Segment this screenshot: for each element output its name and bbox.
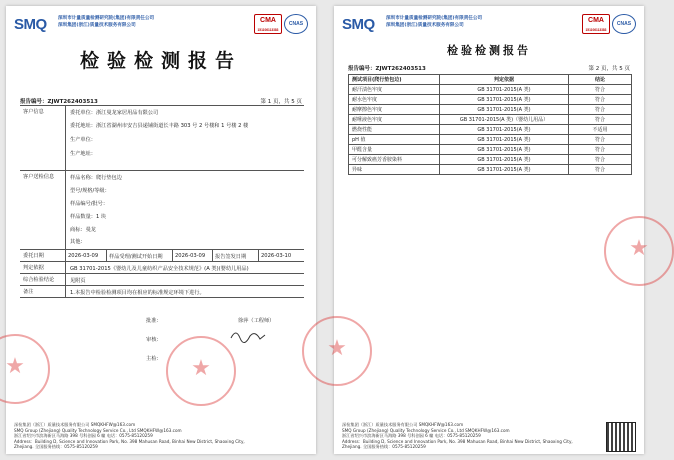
entrust-date: 2026-03-09 <box>68 252 99 259</box>
org-name-2: 深圳集团(浙江)质量技术服务有限公司 <box>58 22 136 28</box>
table-row <box>349 155 632 165</box>
official-seal-icon: ★ <box>0 334 50 404</box>
page-footer <box>14 422 308 450</box>
org-name-1: 深圳市计量质量检测研究院(集团)有限责任公司 <box>386 16 483 21</box>
report-page-1 <box>6 6 316 454</box>
table-cell: 异味 <box>349 165 440 175</box>
table-cell: GB 31701-2015(A 类) <box>440 145 569 155</box>
table-cell: pH 值 <box>349 135 440 145</box>
table-cell: 符合 <box>569 85 632 95</box>
report-header <box>342 14 636 38</box>
remark-label: 备注 <box>20 286 66 297</box>
footer-address-en: Address：Building D, Science and Innovation Park, No. 398 Mahusan Road, Binhai New District, Shaoxing City, <box>342 438 573 444</box>
table-row <box>349 125 632 135</box>
table-cell: 耐唾液色牢度 <box>349 115 440 125</box>
footer-company-cn: 深检集团（浙江）质量技术服务有限公司 SMQKHFW@163.com <box>342 422 464 427</box>
org-name-2: 深圳集团(浙江)质量技术服务有限公司 <box>386 22 464 28</box>
table-row <box>349 115 632 125</box>
footer-company-en: SMQ Group (Zhejiang) Quality Technology Service Co., Ltd SMQKHFW@163.com <box>14 427 182 433</box>
results-table <box>348 74 632 175</box>
table-cell: 符合 <box>569 115 632 125</box>
maker: 生产单位： <box>70 137 96 143</box>
smq-logo: SMQ <box>14 16 47 33</box>
table-row <box>349 85 632 95</box>
qr-code-icon <box>606 422 636 452</box>
approver-name: 徐萍（工程师） <box>238 318 275 324</box>
page-number: 第 1 页，共 5 页 <box>260 99 302 105</box>
table-cell: 符合 <box>569 165 632 175</box>
table-cell: GB 31701-2015(A 类) <box>440 135 569 145</box>
report-number: 报告编号：ZJWT262403513 <box>20 99 98 105</box>
cnas-cert-icon: CNAS <box>284 14 308 34</box>
col-test-item: 测试项目(爬行垫包边) <box>349 75 440 85</box>
table-cell: GB 31701-2015(A 类) <box>440 95 569 105</box>
table-cell: 符合 <box>569 105 632 115</box>
table-cell: 不适用 <box>569 125 632 135</box>
footer-hotline: Zhejiang. 全国服务热线：0575-85120259 <box>14 444 98 450</box>
signature-icon <box>228 326 268 346</box>
footer-address-cn: 浙江省绍兴市滨海新区马海路 398 号科创园 6 幢 电话：0575-85120259 <box>14 433 153 439</box>
review-label: 审核： <box>146 337 162 343</box>
table-cell: 符合 <box>569 95 632 105</box>
sample-quantity: 样品数量：1 块 <box>70 214 107 220</box>
sample-section <box>20 171 304 250</box>
sample-name: 样品名称：爬行垫包边 <box>70 175 122 181</box>
official-seal-icon: ★ <box>604 216 674 286</box>
table-cell: GB 31701-2015(A 类) <box>440 105 569 115</box>
official-seal-icon: ★ <box>166 336 236 406</box>
sample-brand: 商标：曼龙 <box>70 227 96 233</box>
table-row <box>349 135 632 145</box>
table-cell: 符合 <box>569 135 632 145</box>
report-number: 报告编号：ZJWT262403513 <box>348 66 426 72</box>
table-row <box>349 145 632 155</box>
results-header-row <box>349 75 632 85</box>
official-seal-icon: ★ <box>302 316 372 386</box>
footer-address-en: Address：Building D, Science and Innovation Park, No. 398 Mahusan Road, Binhai New District, Shaoxing City, <box>14 438 245 444</box>
table-cell: GB 31701-2015(A 类)（婴幼儿用品） <box>440 115 569 125</box>
remark-row <box>20 286 304 298</box>
table-row <box>349 95 632 105</box>
remark-value: 1.本报告中检验检测项目均在相应的标准规定环境下进行。 <box>70 289 205 296</box>
col-conclusion: 结论 <box>569 75 632 85</box>
maker-address: 生产地址： <box>70 151 96 157</box>
cma-cert-icon: CMA 151106113383 <box>254 14 282 34</box>
table-cell: GB 31701-2015(A 类) <box>440 155 569 165</box>
cnas-cert-icon: CNAS <box>612 14 636 34</box>
footer-address-cn: 浙江省绍兴市滨海新区马海路 398 号科创园 6 幢 电话：0575-85120259 <box>342 433 481 439</box>
conclusion-value: 见附页 <box>70 277 86 284</box>
organization-names <box>58 16 154 29</box>
page-title: 检验检测报告 <box>447 44 531 57</box>
dates-row <box>20 250 304 262</box>
basis-value: GB 31701-2015《婴幼儿及儿童纺织产品安全技术规范》(A 类)(婴幼儿用品) <box>70 265 249 272</box>
sample-other: 其他： <box>70 239 86 245</box>
client-section <box>20 106 304 171</box>
table-cell: 耐水色牢度 <box>349 95 440 105</box>
footer-hotline: Zhejiang. 全国服务热线：0575-85120259 <box>342 444 426 450</box>
table-cell: 耐摩擦色牢度 <box>349 105 440 115</box>
issue-date-label: 报告签发日期 <box>212 250 258 261</box>
page-footer <box>342 422 636 450</box>
footer-company-en: SMQ Group (Zhejiang) Quality Technology Service Co., Ltd SMQKHFW@163.com <box>342 427 510 433</box>
basis-label: 判定依据 <box>20 262 66 273</box>
prepare-label: 主检： <box>146 356 162 362</box>
col-basis: 判定依据 <box>440 75 569 85</box>
sample-number: 样品编号/批号： <box>70 201 109 207</box>
table-cell: 符合 <box>569 155 632 165</box>
report-header <box>14 14 308 38</box>
table-cell: GB 31701-2015(A 类) <box>440 165 569 175</box>
test-start-label: 样品受理/测试开始日期 <box>106 250 172 261</box>
sample-model: 型号/规格/等级： <box>70 188 110 194</box>
page-title: 检验检测报告 <box>79 50 242 72</box>
client-label: 客户信息 <box>20 106 66 170</box>
smq-logo: SMQ <box>342 16 375 33</box>
table-cell: 符合 <box>569 145 632 155</box>
cma-cert-icon: CMA 151106113383 <box>582 14 610 34</box>
table-row <box>349 165 632 175</box>
table-cell: 可分解致癌芳香胺染料 <box>349 155 440 165</box>
organization-names <box>386 16 482 29</box>
sample-label: 客户送检信息 <box>20 171 66 249</box>
org-name-1: 深圳市计量质量检测研究院(集团)有限责任公司 <box>58 16 155 21</box>
table-cell: 耐汗渍色牢度 <box>349 85 440 95</box>
table-cell: 燃烧性能 <box>349 125 440 135</box>
footer-company-cn: 深检集团（浙江）质量技术服务有限公司 SMQKHFW@163.com <box>14 422 136 427</box>
table-cell: GB 31701-2015(A 类) <box>440 125 569 135</box>
table-cell: GB 31701-2015(A 类) <box>440 85 569 95</box>
conclusion-row <box>20 274 304 286</box>
page-number: 第 2 页，共 5 页 <box>588 66 630 72</box>
report-info-table <box>20 105 304 298</box>
approve-label: 批准： <box>146 318 162 324</box>
entrust-date-label: 委托日期 <box>20 250 66 261</box>
client-name: 委托单位：浙江曼龙家居用品有限公司 <box>70 110 159 116</box>
conclusion-label: 综合检验结论 <box>20 274 66 285</box>
report-page-2 <box>327 6 649 454</box>
basis-row <box>20 262 304 274</box>
table-cell: 甲醛含量 <box>349 145 440 155</box>
test-start-date: 2026-03-09 <box>172 250 212 261</box>
client-address: 委托地址：浙江省湖州市安吉县递铺街道长丰路 303 号 2 号楼和 1 号楼 2 楼 <box>70 123 249 129</box>
issue-date: 2026-03-10 <box>258 250 304 261</box>
table-row <box>349 105 632 115</box>
